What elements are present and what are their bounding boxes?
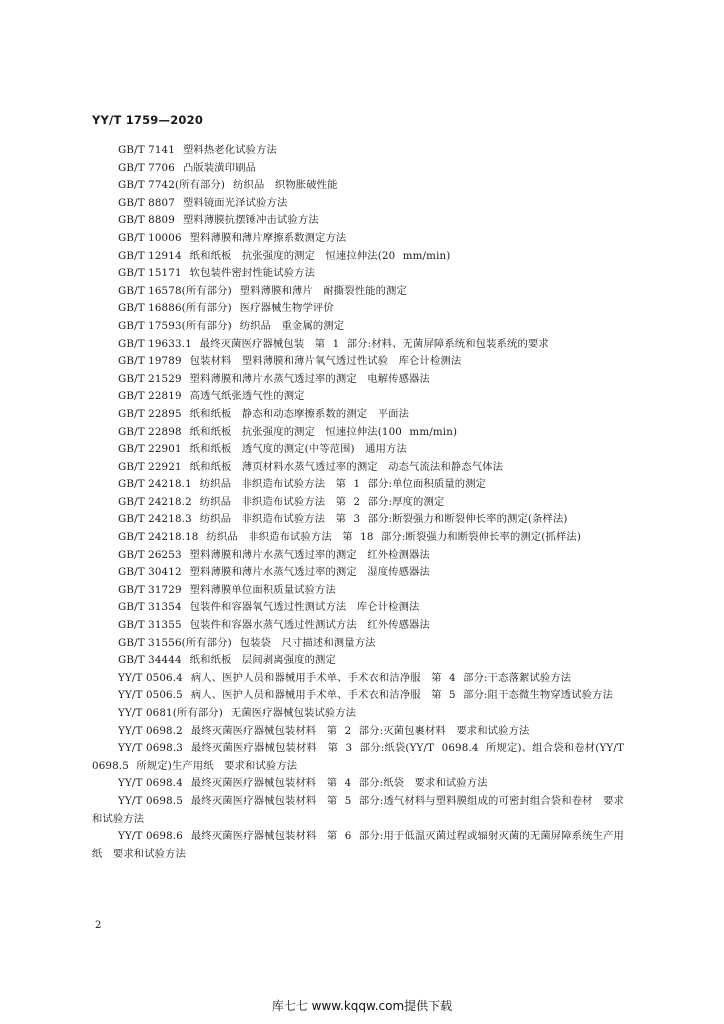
reference-item: [92, 318, 624, 336]
reference-item: [92, 740, 624, 775]
reference-title: 最终灭菌医疗器械包装 第 1 部分:材料、无菌屏障系统和包装系统的要求: [199, 337, 549, 350]
reference-number: GB/T 22895: [118, 407, 182, 420]
reference-number: GB/T 8809: [118, 214, 175, 227]
reference-title: 塑料薄膜单位面积质量试验方法: [189, 583, 336, 596]
reference-title: 病人、医护人员和器械用手术单、手术衣和洁净服 第 4 部分:干态落絮试验方法: [190, 671, 572, 684]
reference-item: [92, 406, 624, 424]
reference-item: [92, 230, 624, 248]
reference-number: GB/T 31729: [118, 583, 182, 596]
reference-title: 塑料镜面光泽试验方法: [182, 196, 288, 209]
reference-number: YY/T 0681(所有部分): [118, 707, 223, 719]
reference-title: 纸和纸板 抗张强度的测定 恒速拉伸法(20 mm/min): [189, 249, 451, 262]
reference-title: 塑料热老化试验方法: [182, 144, 277, 156]
reference-title: 纸和纸板 层间剥离强度的测定: [189, 654, 336, 667]
reference-number: YY/T 0698.4: [118, 777, 183, 790]
reference-item: [92, 547, 624, 565]
reference-item: [92, 635, 624, 653]
reference-item: [92, 424, 624, 442]
download-footer: 库七七 www.kqqw.com提供下载: [271, 999, 453, 1013]
reference-item: [92, 723, 624, 741]
reference-number: GB/T 7706: [118, 161, 175, 174]
reference-number: YY/T 0506.4: [118, 671, 183, 684]
reference-title: 塑料薄膜和薄片摩擦系数测定方法: [189, 231, 347, 244]
reference-number: GB/T 24218.3: [118, 513, 192, 526]
reference-number: GB/T 7742(所有部分): [118, 179, 226, 192]
reference-number: GB/T 22898: [118, 425, 182, 438]
reference-number: YY/T 0698.5: [118, 794, 183, 807]
reference-number: GB/T 16886(所有部分): [118, 302, 232, 315]
reference-title: 纺织品 非织造布试验方法 第 3 部分:断裂强力和断裂伸长率的测定(条样法): [199, 513, 568, 526]
reference-title: 塑料薄膜和薄片水蒸气透过率的测定 电解传感器法: [189, 372, 430, 385]
reference-item: [92, 160, 624, 178]
reference-title: 纺织品 织物胀破性能: [233, 179, 338, 192]
reference-title: 纸和纸板 静态和动态摩擦系数的测定 平面法: [189, 407, 410, 420]
reference-title: 纺织品 非织造布试验方法 第 2 部分:厚度的测定: [199, 495, 445, 508]
reference-number: GB/T 8807: [118, 196, 175, 209]
reference-number: GB/T 30412: [118, 566, 182, 579]
reference-number: GB/T 24218.2: [118, 495, 192, 508]
reference-item: [92, 388, 624, 406]
reference-title: 纸和纸板 薄页材料水蒸气透过率的测定 动态气流法和静态气体法: [189, 460, 504, 473]
reference-item: [92, 195, 624, 213]
reference-title: 纺织品 非织造布试验方法 第 18 部分:断裂强力和断裂伸长率的测定(抓样法): [206, 531, 581, 544]
reference-number: GB/T 26253: [118, 548, 182, 561]
reference-title: 塑料薄膜和薄片水蒸气透过率的测定 红外检测器法: [189, 548, 430, 561]
reference-number: GB/T 24218.18: [118, 531, 199, 544]
reference-item: [92, 441, 624, 459]
reference-item: [92, 476, 624, 494]
reference-item: [92, 494, 624, 512]
reference-number: GB/T 17593(所有部分): [118, 319, 232, 332]
reference-item: [92, 670, 624, 688]
reference-title: 纸和纸板 抗张强度的测定 恒速拉伸法(100 mm/min): [189, 425, 458, 438]
reference-item: [92, 511, 624, 529]
reference-number: YY/T 0506.5: [118, 689, 183, 702]
reference-item: [92, 300, 624, 318]
reference-item: [92, 564, 624, 582]
reference-item: [92, 793, 624, 828]
reference-item: [92, 177, 624, 195]
reference-title: 纺织品 重金属的测定: [239, 319, 345, 332]
reference-number: GB/T 21529: [118, 372, 182, 385]
reference-item: [92, 336, 624, 354]
reference-title: 医疗器械生物学评价: [239, 302, 334, 315]
reference-item: [92, 529, 624, 547]
reference-number: GB/T 12914: [118, 249, 182, 262]
reference-number: GB/T 24218.1: [118, 478, 192, 491]
reference-item: [92, 265, 624, 283]
reference-item: [92, 828, 624, 863]
reference-number: GB/T 31355: [118, 619, 182, 632]
page-number: 2: [95, 920, 102, 931]
reference-number: GB/T 7141: [118, 144, 175, 156]
reference-title: 纺织品 非织造布试验方法 第 1 部分:单位面积质量的测定: [199, 478, 487, 491]
reference-number: YY/T 0698.6: [118, 830, 183, 843]
reference-item: [92, 212, 624, 230]
reference-number: GB/T 10006: [118, 231, 182, 244]
reference-item: [92, 353, 624, 371]
reference-title: 软包装件密封性能试验方法: [189, 267, 316, 280]
reference-title: 无菌医疗器械包装试验方法: [230, 707, 357, 719]
reference-title: 最终灭菌医疗器械包装材料 第 5 部分:透气材料与塑料膜组成的可密封组合袋和卷材 要求和试验方法: [92, 794, 625, 825]
reference-item: [92, 599, 624, 617]
reference-number: YY/T 0698.3: [118, 742, 183, 755]
reference-item: [92, 687, 624, 705]
reference-title: 包装件和容器氧气透过性测试方法 库仑计检测法: [189, 601, 420, 614]
reference-title: 最终灭菌医疗器械包装材料 第 6 部分:用于低温灭菌过程或辐射灭菌的无菌屏障系统生产用纸 要求和试验方法: [92, 830, 625, 860]
reference-number: GB/T 22819: [118, 390, 182, 403]
reference-item: [92, 142, 624, 160]
reference-number: GB/T 22921: [118, 460, 182, 473]
reference-number: GB/T 15171: [118, 267, 182, 280]
reference-title: 包装袋 尺寸描述和测量方法: [239, 636, 376, 649]
normative-references-list: [92, 142, 624, 863]
reference-title: 纸和纸板 透气度的测定(中等范围) 通用方法: [189, 443, 407, 456]
reference-number: GB/T 31556(所有部分): [118, 636, 232, 649]
reference-item: [92, 617, 624, 635]
reference-item: [92, 283, 624, 301]
reference-item: [92, 775, 624, 793]
reference-title: 最终灭菌医疗器械包装材料 第 4 部分:纸袋 要求和试验方法: [190, 777, 488, 790]
reference-number: YY/T 0698.2: [118, 724, 183, 737]
reference-title: 凸版装潢印刷品: [182, 161, 257, 174]
reference-title: 包装件和容器水蒸气透过性测试方法 红外传感器法: [189, 619, 430, 632]
reference-item: [92, 248, 624, 266]
reference-item: [92, 705, 624, 723]
reference-number: GB/T 19789: [118, 355, 182, 368]
reference-number: GB/T 31354: [118, 601, 182, 614]
reference-item: [92, 652, 624, 670]
reference-title: 最终灭菌医疗器械包装材料 第 2 部分:灭菌包裹材料 要求和试验方法: [190, 724, 530, 737]
reference-title: 最终灭菌医疗器械包装材料 第 3 部分:纸袋(YY/T 0698.4 所规定)、组合袋和卷材(YY/T 0698.5 所规定)生产用纸 要求和试验方法: [92, 742, 624, 772]
reference-title: 塑料薄膜和薄片水蒸气透过率的测定 湿度传感器法: [189, 566, 430, 579]
reference-title: 塑料薄膜和薄片 耐撕裂性能的测定: [239, 284, 407, 297]
reference-title: 高透气纸张透气性的测定: [189, 390, 305, 403]
reference-number: GB/T 34444: [118, 654, 182, 667]
reference-number: GB/T 16578(所有部分): [118, 284, 232, 297]
reference-item: [92, 582, 624, 600]
reference-title: 病人、医护人员和器械用手术单、手术衣和洁净服 第 5 部分:阻干态微生物穿透试验方法: [190, 689, 614, 702]
document-code-header: YY/T 1759—2020: [92, 113, 204, 127]
reference-title: 包装材料 塑料薄膜和薄片氧气透过性试验 库仑计检测法: [189, 355, 462, 368]
reference-title: 塑料薄膜抗摆锤冲击试验方法: [182, 214, 319, 227]
reference-number: GB/T 19633.1: [118, 337, 192, 350]
reference-number: GB/T 22901: [118, 443, 182, 456]
reference-item: [92, 371, 624, 389]
reference-item: [92, 459, 624, 477]
